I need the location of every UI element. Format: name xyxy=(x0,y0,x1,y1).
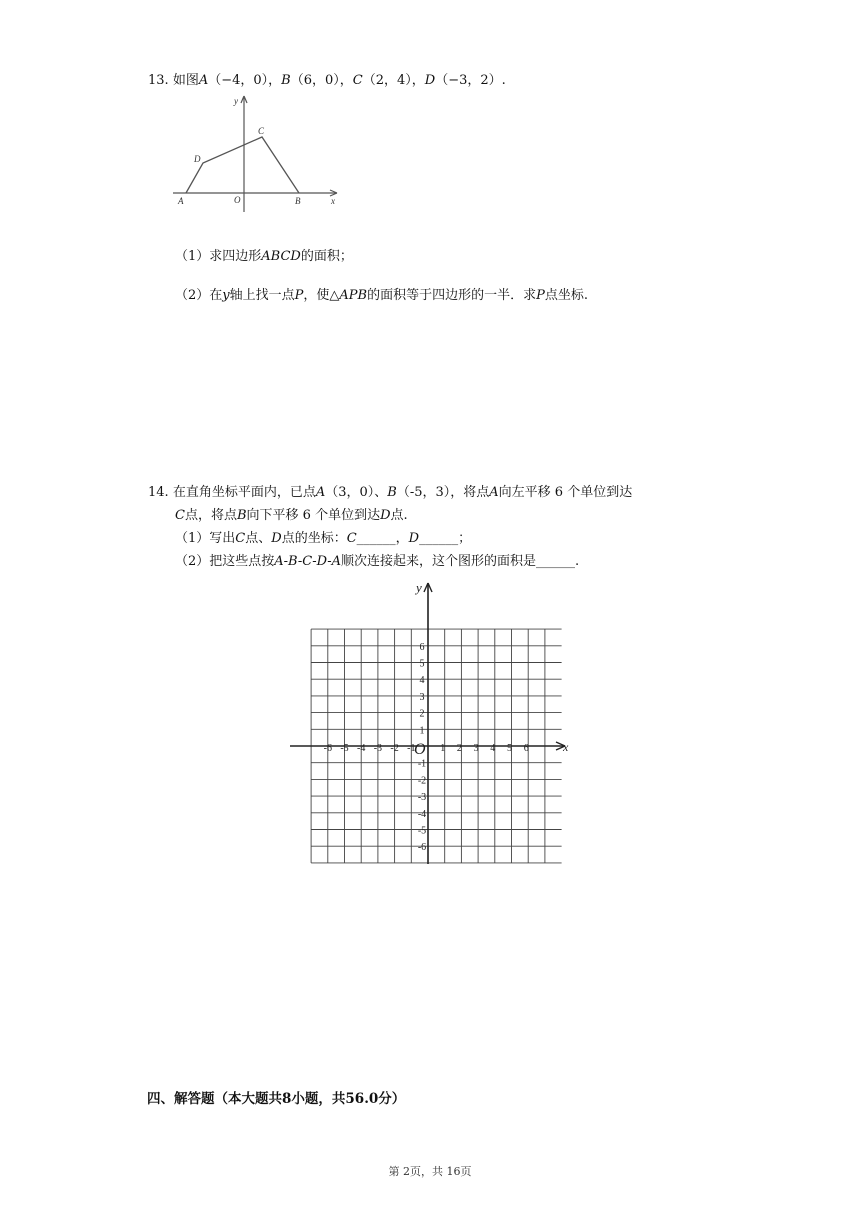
q13-quadrilateral xyxy=(186,137,299,193)
y-tick-label: -4 xyxy=(417,808,427,820)
y-tick-label: -1 xyxy=(417,758,427,770)
grid-labels xyxy=(324,580,569,853)
q14-part2: （2）把这些点按A-B-C-D-A顺次连接起来，这个图形的面积是______. xyxy=(175,554,580,569)
x-tick-label: 6 xyxy=(523,743,529,754)
x-tick-label: 3 xyxy=(473,743,479,754)
y-tick-label: -6 xyxy=(417,842,427,854)
x-tick-label: -3 xyxy=(373,743,383,754)
y-tick-label: -3 xyxy=(417,792,427,804)
q14-part1: （1）写出C点、D点的坐标：C______，D______； xyxy=(175,531,472,546)
x-tick-label: -4 xyxy=(357,743,366,754)
q14-coordinate-grid xyxy=(285,578,575,870)
y-tick-label: 5 xyxy=(419,658,425,670)
page-footer: 第 2页，共 16页 xyxy=(388,1165,472,1178)
y-tick-label: 1 xyxy=(419,725,425,737)
q13-label-D: D xyxy=(194,154,201,164)
y-tick-label: -5 xyxy=(417,825,427,837)
x-tick-label: 4 xyxy=(490,743,496,754)
q13-stem: 13. 如图A（−4，0），B（6，0），C（2，4），D（−3，2）. xyxy=(148,73,506,88)
x-tick-label: -6 xyxy=(323,743,332,754)
q13-figure xyxy=(170,92,350,217)
q14-number: 14. xyxy=(148,485,169,500)
x-tick-label: 1 xyxy=(440,743,446,754)
y-tick-label: 3 xyxy=(419,691,425,703)
q13-label-A: A xyxy=(178,196,184,206)
x-tick-label: -2 xyxy=(390,743,399,754)
x-tick-label: -1 xyxy=(407,743,416,754)
grid-axes xyxy=(290,583,565,864)
x-tick-label: -5 xyxy=(340,743,349,754)
q13-part1: （1）求四边形ABCD的面积； xyxy=(175,249,353,264)
answer-blank-area: 顺次连接起来，这个图形的面积是______. xyxy=(341,554,580,569)
q13-label-y: y xyxy=(234,96,238,106)
y-tick-label: 4 xyxy=(419,675,425,687)
section-4-heading: 四、解答题（本大题共8小题，共56.0分） xyxy=(147,1091,406,1107)
q13-label-O: O xyxy=(234,195,241,205)
y-tick-label: 2 xyxy=(419,708,425,720)
q14-line1: 14. 在直角坐标平面内，已点A（3，0）、B（-5，3），将点A向左平移 6 个单位到达 xyxy=(148,485,633,500)
answer-blank-d: ______； xyxy=(419,531,472,546)
x-axis-label: x xyxy=(563,740,569,754)
q13-label-B: B xyxy=(295,196,301,206)
y-axis-label: y xyxy=(416,580,422,595)
q13-part2: （2）在y轴上找一点P，使△APB的面积等于四边形的一半．求P点坐标. xyxy=(175,288,589,303)
y-tick-label: -2 xyxy=(417,775,427,787)
origin-label: O xyxy=(414,741,426,758)
answer-blank-c: ______， xyxy=(356,531,409,546)
q13-label-x: x xyxy=(331,196,335,206)
q13-label-C: C xyxy=(258,126,265,136)
x-tick-label: 2 xyxy=(456,743,462,754)
q13-number: 13. xyxy=(148,73,169,88)
q14-line2: C点，将点B向下平移 6 个单位到达D点. xyxy=(175,508,408,523)
x-tick-label: 5 xyxy=(507,743,512,754)
y-tick-label: 6 xyxy=(419,641,425,653)
